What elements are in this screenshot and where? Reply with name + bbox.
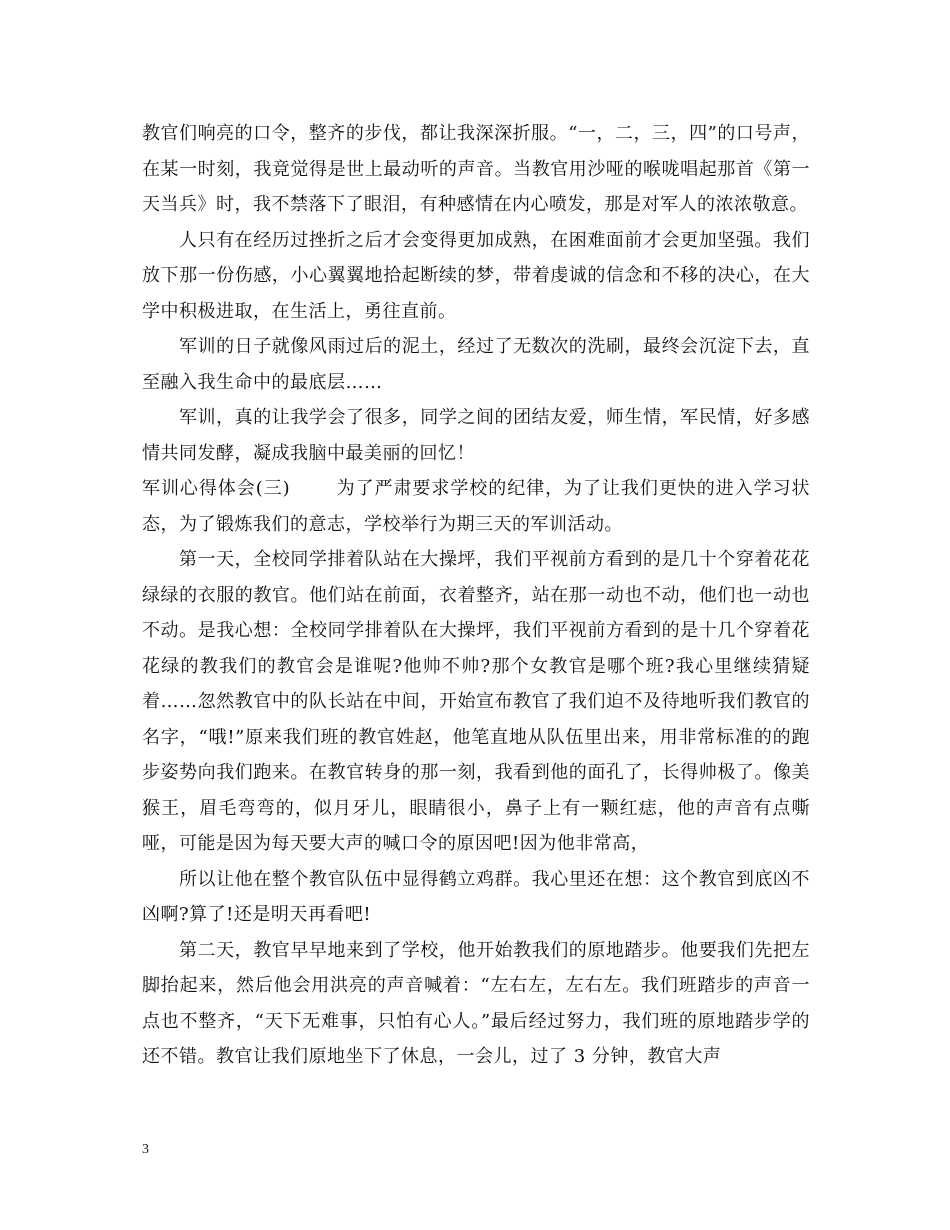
paragraph-3: 军训的日子就像风雨过后的泥土，经过了无数次的洗刷，最终会沉淀下去，直至融入我生命中的最底层…… [142,336,810,393]
paragraph-2: 人只有在经历过挫折之后才会变得更加成熟，在困难面前才会更加坚强。我们放下那一份伤感，小心翼翼地拾起断续的梦，带着虔诚的信念和不移的决心，在大学中积极进取，在生活上，勇往直前。 [142,229,810,322]
paragraph-7: 所以让他在整个教官队伍中显得鹤立鸡群。我心里还在想：这个教官到底凶不凶啊?算了!还是明天再看吧! [142,868,810,925]
paragraph-6: 第一天，全校同学排着队站在大操坪，我们平视前方看到的是几十个穿着花花绿绿的衣服的教官。他们站在前面，衣着整齐，站在那一动也不动，他们也一动也不动。是我心想：全校同学排着队在大操坪，我们平视前方看到的是十几个穿着花花绿的教我们的教官会是谁呢?他帅不帅?那个女教官是哪个班?我心里继续猜疑着……忽然教官中的队长站在中间，开始宣布教官了我们迫不及待地听我们教官的名字，“哦!”原来我们班的教官姓赵，他笔直地从队伍里出来，用非常标准的的跑步姿势向我们跑来。在教官转身的那一刻，我看到他的面孔了，长得帅极了。像美猴王，眉毛弯弯的，似月牙儿，眼睛很小，鼻子上有一颗红痣，他的声音有点嘶哑，可能是因为每天要大声的喊口令的原因吧!因为他非常高， [142,549,810,854]
paragraph-4: 军训，真的让我学会了很多，同学之间的团结友爱，师生情，军民情，好多感情共同发酵，凝成我脑中最美丽的回忆！ [142,407,810,464]
paragraph-8: 第二天，教官早早地来到了学校，他开始教我们的原地踏步。他要我们先把左脚抬起来，然后他会用洪亮的声音喊着：“左右左，左右左。我们班踏步的声音一点也不整齐，“天下无难事，只怕有心人。”最后经过努力，我们班的原地踏步学的还不错。教官让我们原地坐下了休息，一会儿，过了 3 分钟，教官大声 [142,939,810,1067]
section-heading-paragraph [142,471,810,542]
paragraph-1: 教官们响亮的口令，整齐的步伐，都让我深深折服。“一，二，三，四”的口号声，在某一时刻，我竟觉得是世上最动听的声音。当教官用沙哑的喉咙唱起那首《第一天当兵》时，我不禁落下了眼泪，有种感情在内心喷发，那是对军人的浓浓敬意。 [142,123,810,215]
section-heading: 军训心得体会(三) [142,478,291,499]
section-intro-text: 为了严肃要求学校的纪律，为了让我们更快的进入学习状态，为了锻炼我们的意志，学校举行为期三天的军训活动。 [142,478,810,535]
document-body [142,116,810,1075]
page-number: 3 [142,1142,149,1157]
